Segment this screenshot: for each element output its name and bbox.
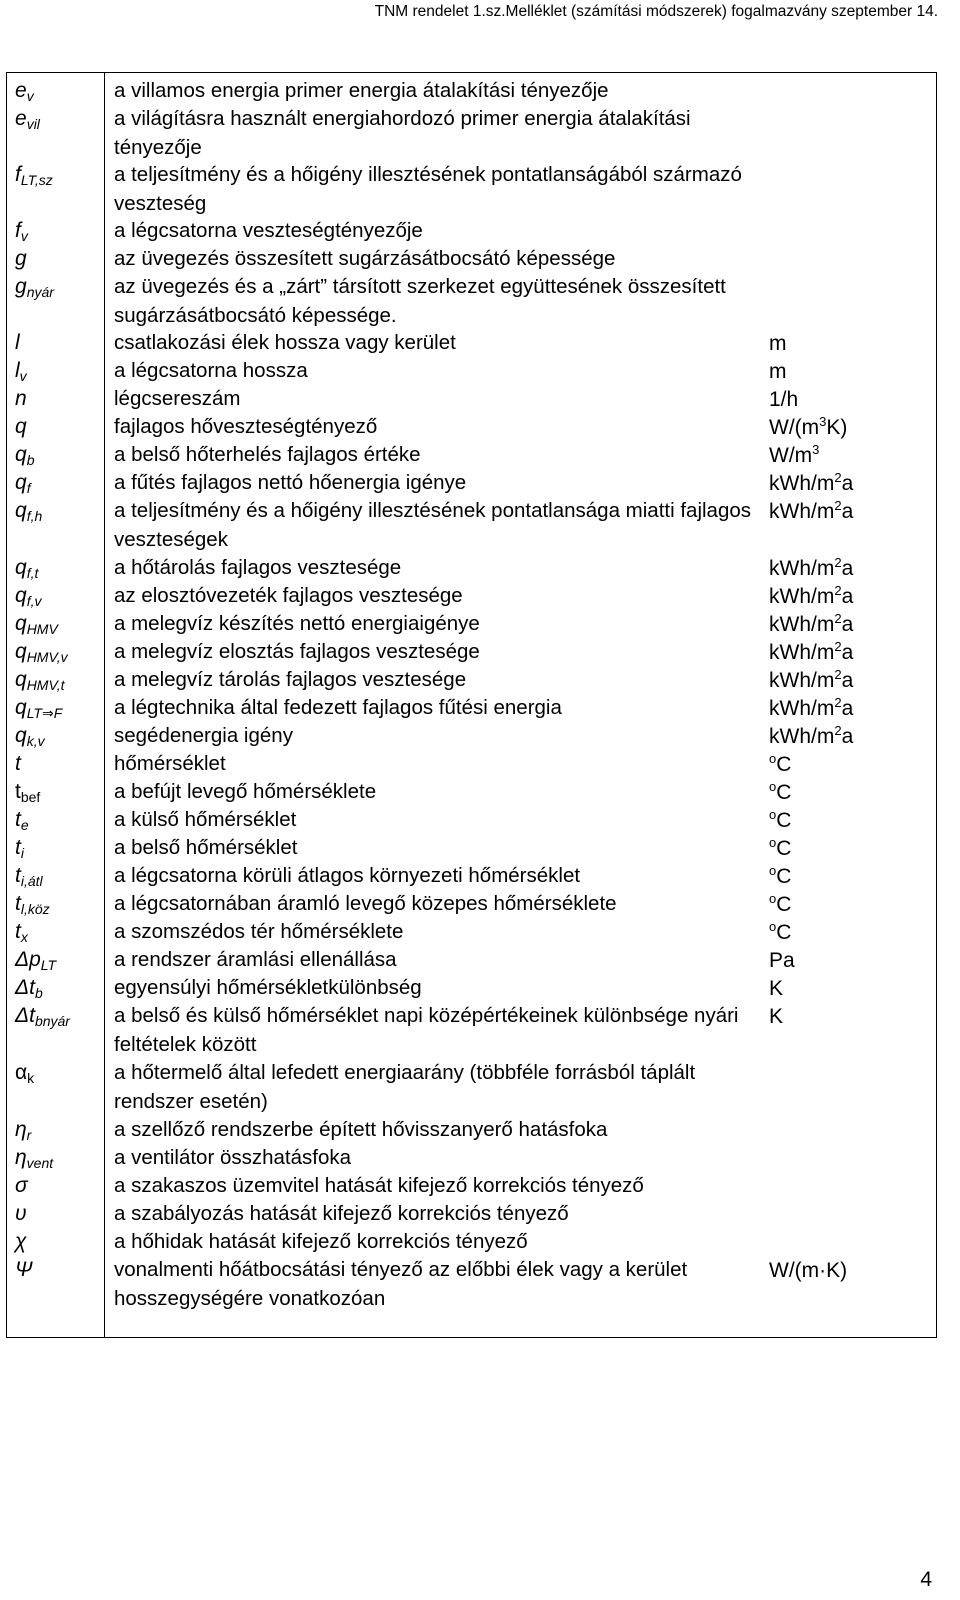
- table-row-description: a légcsatorna hossza: [114, 359, 308, 382]
- table-row-description: a szakaszos üzemvitel hatását kifejező korrekciós tényező: [114, 1174, 644, 1197]
- table-row-description: a melegvíz készítés nettó energiaigénye: [114, 612, 480, 635]
- table-row-symbol: [15, 1146, 53, 1170]
- symbol-subscript: HMV,v: [26, 649, 68, 665]
- unit-base: K: [769, 977, 784, 1000]
- symbol-subscript: f,t: [26, 565, 39, 581]
- symbol-base: q: [15, 584, 27, 607]
- table-row-description: a melegvíz tárolás fajlagos vesztesége: [114, 668, 467, 691]
- unit-base: kWh/m: [769, 725, 835, 748]
- table-row-symbol: [15, 163, 53, 187]
- table-row-symbol: [15, 640, 68, 664]
- table-row-description: a külső hőmérséklet: [114, 808, 297, 831]
- unit-base: Pa: [769, 949, 795, 972]
- symbol-base: g: [15, 275, 27, 298]
- page-header: TNM rendelet 1.sz.Melléklet (számítási módszerek) fogalmazvány szeptember 14.: [374, 3, 938, 20]
- unit-tail: C: [776, 893, 792, 916]
- symbol-base: q: [15, 499, 27, 522]
- unit-base: K: [769, 1005, 784, 1028]
- symbol-base: q: [15, 443, 27, 466]
- unit-base: W/(m: [769, 416, 820, 439]
- symbol-base: t: [15, 836, 21, 859]
- unit-tail: a: [841, 557, 854, 580]
- table-row-description: a légtechnika által fedezett fajlagos fűtési energia: [114, 696, 562, 719]
- symbol-subscript: b: [34, 985, 43, 1001]
- symbol-subscript: HMV: [26, 621, 58, 637]
- table-row-symbol: [15, 836, 24, 860]
- table-row-description: a villamos energia primer energia átalakítási tényezője: [114, 79, 609, 102]
- symbol-subscript: vent: [26, 1155, 54, 1171]
- table-row-unit: [769, 388, 798, 412]
- table-row-symbol: [15, 808, 29, 832]
- table-row-unit: [769, 753, 791, 777]
- unit-superscript: 2: [834, 667, 842, 682]
- symbol-base: q: [15, 668, 27, 691]
- table-row-symbol: [15, 499, 42, 523]
- table-row-description: egyensúlyi hőmérsékletkülönbség: [114, 976, 422, 999]
- table-row-description: a belső és külső hőmérséklet napi középértékeinek különbsége nyári feltételek között: [114, 1004, 739, 1056]
- unit-tail: C: [776, 781, 792, 804]
- unit-superscript: 3: [819, 414, 827, 429]
- table-row-symbol: [15, 1118, 31, 1142]
- table-row-description: a szomszédos tér hőmérséklete: [114, 920, 404, 943]
- table-row-unit: [769, 500, 853, 524]
- symbol-subscript: LT,sz: [20, 172, 53, 188]
- symbol-subscript: k: [27, 1070, 35, 1086]
- table-row-description: a hőhidak hatását kifejező korrekciós tényező: [114, 1230, 528, 1253]
- symbol-base: σ: [15, 1174, 28, 1197]
- unit-tail: C: [776, 753, 792, 776]
- unit-base: 1/h: [769, 388, 799, 411]
- symbol-subscript: HMV,t: [26, 677, 65, 693]
- symbol-base: q: [15, 696, 27, 719]
- symbol-subscript: f,v: [26, 593, 42, 609]
- table-row-unit: [769, 781, 791, 805]
- symbol-base: t: [15, 920, 21, 943]
- table-row-description: a légcsatornában áramló levegő közepes hőmérséklete: [114, 892, 617, 915]
- symbol-subscript: vil: [26, 116, 40, 132]
- unit-tail: a: [841, 472, 854, 495]
- table-row-symbol: [15, 219, 28, 243]
- table-row-unit: [769, 416, 847, 440]
- table-row-symbol: [15, 556, 38, 580]
- symbol-subscript: v: [26, 88, 34, 104]
- unit-superscript: o: [769, 863, 777, 878]
- symbol-subscript: bnyár: [34, 1013, 70, 1029]
- table-row-unit: [769, 1005, 783, 1029]
- table-row-description: a világításra használt energiahordozó primer energia átalakítási tényezője: [114, 107, 691, 159]
- table-row-symbol: [15, 1061, 34, 1085]
- table-row-symbol: [15, 359, 27, 383]
- table-row-description: az elosztóvezeték fajlagos vesztesége: [114, 584, 463, 607]
- symbol-subscript: nyár: [26, 284, 54, 300]
- table-row-symbol: [15, 415, 27, 439]
- unit-base: kWh/m: [769, 613, 835, 636]
- table-row-unit: [769, 360, 787, 384]
- unit-tail: a: [841, 641, 854, 664]
- symbol-subscript: i,átl: [20, 873, 43, 889]
- unit-tail: C: [776, 809, 792, 832]
- unit-base: kWh/m: [769, 472, 835, 495]
- table-row-unit: [769, 837, 791, 861]
- table-row-description: fajlagos hőveszteségtényező: [114, 415, 378, 438]
- table-row-description: a hőtárolás fajlagos vesztesége: [114, 556, 402, 579]
- table-row-symbol: [15, 892, 50, 916]
- unit-tail: a: [841, 669, 854, 692]
- symbol-table: [6, 72, 937, 1338]
- symbol-base: Δp: [15, 948, 41, 971]
- unit-base: m: [769, 360, 787, 383]
- table-row-symbol: [15, 107, 40, 131]
- symbol-base: t: [15, 892, 21, 915]
- unit-tail: a: [841, 725, 854, 748]
- table-row-description: a teljesítmény és a hőigény illesztésének pontatlansága miatti fajlagos veszteségek: [114, 499, 752, 551]
- table-row-symbol: [15, 1202, 27, 1226]
- unit-tail: C: [776, 865, 792, 888]
- symbol-subscript: l,köz: [20, 901, 50, 917]
- symbol-base: Ψ: [15, 1258, 33, 1281]
- unit-tail: a: [841, 585, 854, 608]
- table-row-description: a fűtés fajlagos nettó hőenergia igénye: [114, 471, 467, 494]
- table-row-description: a légcsatorna körüli átlagos környezeti hőmérséklet: [114, 864, 581, 887]
- table-row-symbol: [15, 275, 54, 299]
- unit-tail: C: [776, 837, 792, 860]
- table-row-unit: [769, 1259, 847, 1283]
- table-row-description: a szellőző rendszerbe épített hővisszanyerő hatásfoka: [114, 1118, 608, 1141]
- symbol-subscript: f: [26, 480, 31, 496]
- unit-superscript: o: [769, 779, 777, 794]
- table-row-symbol: [15, 668, 65, 692]
- table-row-symbol: [15, 696, 62, 720]
- table-row-unit: [769, 697, 853, 721]
- table-row-symbol: [15, 948, 56, 972]
- table-row-unit: [769, 557, 853, 581]
- symbol-base: n: [15, 387, 27, 410]
- symbol-subscript: i: [20, 845, 24, 861]
- table-row-symbol: [15, 920, 28, 944]
- symbol-subscript: f,h: [26, 508, 43, 524]
- unit-base: W/m: [769, 444, 813, 467]
- table-row-symbol: [15, 976, 43, 1000]
- unit-base: kWh/m: [769, 557, 835, 580]
- table-row-description: a szabályozás hatását kifejező korrekciós tényező: [114, 1202, 569, 1225]
- symbol-base: t: [15, 752, 21, 775]
- symbol-subscript: b: [26, 452, 35, 468]
- unit-superscript: o: [769, 751, 777, 766]
- unit-superscript: 2: [834, 470, 842, 485]
- symbol-base: t: [15, 780, 21, 803]
- table-row-symbol: [15, 1004, 70, 1028]
- table-row-symbol: [15, 79, 34, 103]
- symbol-base: l: [15, 331, 20, 354]
- symbol-subscript: x: [20, 929, 28, 945]
- symbol-subscript: bef: [20, 789, 41, 805]
- unit-superscript: o: [769, 919, 777, 934]
- table-row-symbol: [15, 584, 41, 608]
- table-row-unit: [769, 472, 853, 496]
- table-row-symbol: [15, 387, 27, 411]
- table-row-description: a belső hőterhelés fajlagos értéke: [114, 443, 421, 466]
- table-row-description: légcsereszám: [114, 387, 241, 410]
- table-row-symbol: [15, 1174, 28, 1198]
- symbol-base: α: [15, 1061, 28, 1084]
- table-row-description: vonalmenti hőátbocsátási tényező az előbbi élek vagy a kerület hosszegységére vonatkozóan: [114, 1258, 688, 1310]
- symbol-base: Δt: [15, 976, 35, 999]
- symbol-base: q: [15, 612, 27, 635]
- symbol-subscript: r: [26, 1127, 32, 1143]
- unit-superscript: o: [769, 835, 777, 850]
- symbol-base: q: [15, 640, 27, 663]
- unit-tail: K): [826, 416, 848, 439]
- column-divider: [104, 73, 105, 1337]
- page-number: 4: [920, 1568, 932, 1591]
- symbol-subscript: e: [20, 817, 29, 833]
- symbol-base: Δt: [15, 1004, 35, 1027]
- table-row-unit: [769, 725, 853, 749]
- unit-base: kWh/m: [769, 697, 835, 720]
- table-row-description: a melegvíz elosztás fajlagos vesztesége: [114, 640, 480, 663]
- table-row-unit: [769, 332, 787, 356]
- unit-base: kWh/m: [769, 585, 835, 608]
- table-row-description: a ventilátor összhatásfoka: [114, 1146, 352, 1169]
- table-row-unit: [769, 669, 853, 693]
- table-row-symbol: [15, 331, 20, 355]
- table-row-unit: [769, 865, 791, 889]
- unit-superscript: 2: [834, 611, 842, 626]
- table-row-symbol: [15, 612, 58, 636]
- symbol-base: υ: [15, 1202, 27, 1225]
- unit-superscript: 2: [834, 555, 842, 570]
- unit-superscript: 3: [812, 442, 820, 457]
- symbol-base: l: [15, 359, 20, 382]
- table-row-description: a belső hőmérséklet: [114, 836, 298, 859]
- symbol-base: q: [15, 471, 27, 494]
- symbol-base: f: [15, 219, 21, 242]
- table-row-symbol: [15, 1258, 32, 1282]
- table-row-symbol: [15, 864, 43, 888]
- table-row-unit: [769, 585, 853, 609]
- table-row-unit: [769, 921, 791, 945]
- unit-superscript: o: [769, 891, 777, 906]
- table-row-unit: [769, 613, 853, 637]
- symbol-subscript: k,v: [26, 733, 45, 749]
- table-row-unit: [769, 949, 795, 973]
- table-row-description: az üvegezés összesített sugárzásátbocsátó képessége: [114, 247, 616, 270]
- symbol-base: q: [15, 556, 27, 579]
- unit-superscript: o: [769, 807, 777, 822]
- unit-base: kWh/m: [769, 669, 835, 692]
- table-row-description: a rendszer áramlási ellenállása: [114, 948, 397, 971]
- unit-tail: C: [776, 921, 792, 944]
- table-row-unit: [769, 444, 819, 468]
- symbol-base: q: [15, 415, 27, 438]
- table-row-description: a befújt levegő hőmérséklete: [114, 780, 377, 803]
- table-row-unit: [769, 641, 853, 665]
- symbol-base: η: [15, 1146, 27, 1169]
- symbol-base: e: [15, 79, 27, 102]
- table-row-symbol: [15, 443, 34, 467]
- unit-base: m: [769, 332, 787, 355]
- unit-base: kWh/m: [769, 500, 835, 523]
- table-row-description: a hőtermelő által lefedett energiaarány (többféle forrásból táplált rendszer esetén): [114, 1061, 696, 1113]
- table-row-description: segédenergia igény: [114, 724, 293, 747]
- table-row-unit: [769, 977, 783, 1001]
- table-row-description: az üvegezés és a „zárt” társított szerkezet együttesének összesített sugárzásátbocsátó képessége.: [114, 275, 726, 327]
- unit-base: W/(m·K): [769, 1259, 848, 1282]
- symbol-subscript: v: [19, 368, 27, 384]
- table-row-description: a légcsatorna veszteségtényezője: [114, 219, 423, 242]
- symbol-base: f: [15, 163, 21, 186]
- table-row-symbol: [15, 780, 40, 804]
- symbol-subscript: LT: [40, 957, 57, 973]
- unit-tail: a: [841, 697, 854, 720]
- table-row-description: a teljesítmény és a hőigény illesztésének pontatlanságából származó veszteség: [114, 163, 742, 215]
- symbol-base: t: [15, 808, 21, 831]
- table-row-description: csatlakozási élek hossza vagy kerület: [114, 331, 456, 354]
- table-row-unit: [769, 809, 791, 833]
- unit-tail: a: [841, 613, 854, 636]
- symbol-base: e: [15, 107, 27, 130]
- unit-superscript: 2: [834, 498, 842, 513]
- unit-base: kWh/m: [769, 641, 835, 664]
- symbol-subscript: LT⇒F: [26, 705, 63, 721]
- unit-superscript: 2: [834, 723, 842, 738]
- unit-superscript: 2: [834, 695, 842, 710]
- unit-tail: a: [841, 500, 854, 523]
- table-row-symbol: [15, 724, 45, 748]
- table-row-symbol: [15, 1230, 26, 1254]
- table-row-symbol: [15, 752, 21, 776]
- table-row-unit: [769, 893, 791, 917]
- symbol-base: χ: [15, 1230, 27, 1253]
- symbol-subscript: v: [20, 228, 28, 244]
- table-row-symbol: [15, 471, 31, 495]
- symbol-base: η: [15, 1118, 27, 1141]
- symbol-base: t: [15, 864, 21, 887]
- unit-superscript: 2: [834, 583, 842, 598]
- table-row-symbol: [15, 247, 27, 271]
- unit-superscript: 2: [834, 639, 842, 654]
- symbol-base: g: [15, 247, 27, 270]
- table-row-description: hőmérséklet: [114, 752, 226, 775]
- symbol-base: q: [15, 724, 27, 747]
